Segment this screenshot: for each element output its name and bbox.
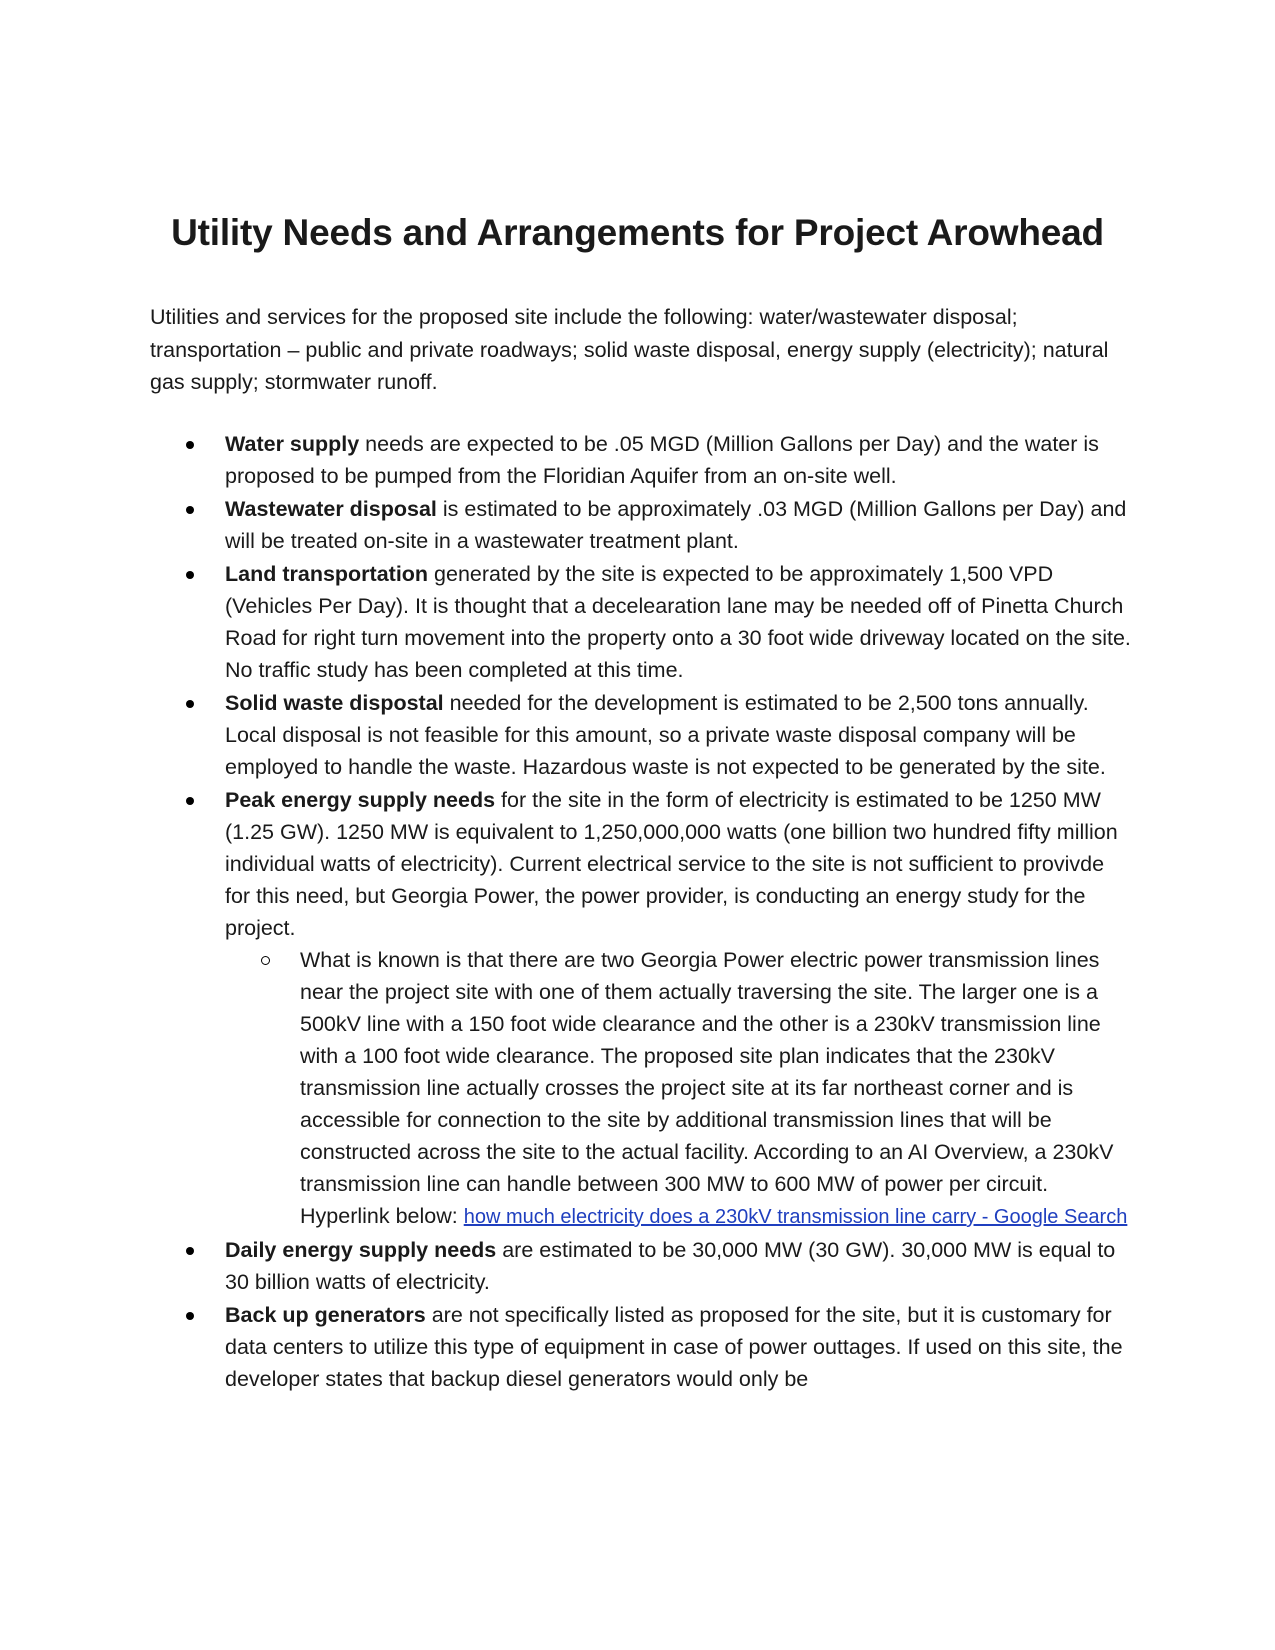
- bullet-icon: [186, 700, 194, 708]
- utility-list: [150, 428, 1135, 1396]
- bullet-heading: Daily energy supply needs: [225, 1238, 497, 1262]
- bullet-text: are not specifically listed as proposed for the site, but it is customary for data centers to utilize this type of equipment in case of power outtages. If used on this site, the developer states that backup diesel generators would only be: [225, 1303, 1123, 1391]
- bullet-heading: Wastewater disposal: [225, 497, 437, 521]
- sub-item-text: What is known is that there are two Georgia Power electric power transmission lines near the project site with one of them actually traversing the site. The larger one is a 500kV line with a 150 foot wide clearance and the other is a 230kV transmission line with a 100 foot wide clearance. The proposed site plan indicates that the 230kV transmission line actually crosses the project site at its far northeast corner and is accessible for connection to the site by additional transmission lines that will be constructed across the site to the actual facility. According to an AI Overview, a 230kV transmission line can handle between 300 MW to 600 MW of power per circuit. Hyperlink below:: [300, 948, 1114, 1228]
- document-title: Utility Needs and Arrangements for Project Arowhead: [171, 212, 1104, 253]
- bullet-text: for the site in the form of electricity is estimated to be 1250 MW (1.25 GW). 1250 MW is equivalent to 1,250,000,000 watts (one billion two hundred fifty million individual watts of electricity). Current electrical service to the site is not sufficient to provivde for this need, but Georgia Power, the power provider, is conducting an energy study for the project.: [225, 788, 1118, 940]
- bullet-heading: Peak energy supply needs: [225, 788, 496, 812]
- bullet-icon: [186, 1247, 194, 1255]
- bullet-text: needed for the development is estimated to be 2,500 tons annually. Local disposal is not feasible for this amount, so a private waste disposal company will be employed to handle the waste. Hazardous waste is not expected to be generated by the site.: [225, 691, 1106, 779]
- bullet-icon: [186, 1312, 194, 1320]
- sub-list-item-transmission-lines: [225, 944, 1135, 1233]
- bullet-icon: [186, 441, 194, 449]
- list-item-water-supply: [150, 428, 1135, 492]
- bullet-heading: Back up generators: [225, 1303, 426, 1327]
- bullet-text: is estimated to be approximately .03 MGD (Million Gallons per Day) and will be treated on-site in a wastewater treatment plant.: [225, 497, 1127, 553]
- google-search-hyperlink[interactable]: how much electricity does a 230kV transmission line carry - Google Search: [463, 1206, 1128, 1228]
- hollow-circle-bullet-icon: [261, 956, 270, 965]
- bullet-text: generated by the site is expected to be approximately 1,500 VPD (Vehicles Per Day). It is thought that a decelearation lane may be needed off of Pinetta Church Road for right turn movement into the property onto a 30 foot wide driveway located on the site. No traffic study has been completed at this time.: [225, 562, 1131, 682]
- bullet-heading: Water supply: [225, 432, 360, 456]
- bullet-heading: Land transportation: [225, 562, 429, 586]
- bullet-icon: [186, 797, 194, 805]
- bullet-heading: Solid waste dispostal: [225, 691, 444, 715]
- sub-list: [225, 944, 1135, 1233]
- list-item-land-transportation: [150, 558, 1135, 686]
- bullet-icon: [186, 571, 194, 579]
- intro-paragraph: Utilities and services for the proposed site include the following: water/wastewater disposal; transportation – public and private roadways; solid waste disposal, energy supply (electricity); natural gas supply; stormwater runoff.: [150, 305, 1109, 394]
- bullet-icon: [186, 506, 194, 514]
- bullet-text: needs are expected to be .05 MGD (Million Gallons per Day) and the water is proposed to be pumped from the Floridian Aquifer from an on-site well.: [225, 432, 1099, 488]
- list-item-wastewater-disposal: [150, 493, 1135, 557]
- list-item-daily-energy: [150, 1234, 1135, 1298]
- bullet-text: are estimated to be 30,000 MW (30 GW). 30,000 MW is equal to 30 billion watts of electricity.: [225, 1238, 1116, 1294]
- list-item-backup-generators: [150, 1299, 1135, 1395]
- list-item-solid-waste: [150, 687, 1135, 783]
- list-item-peak-energy: [150, 784, 1135, 1233]
